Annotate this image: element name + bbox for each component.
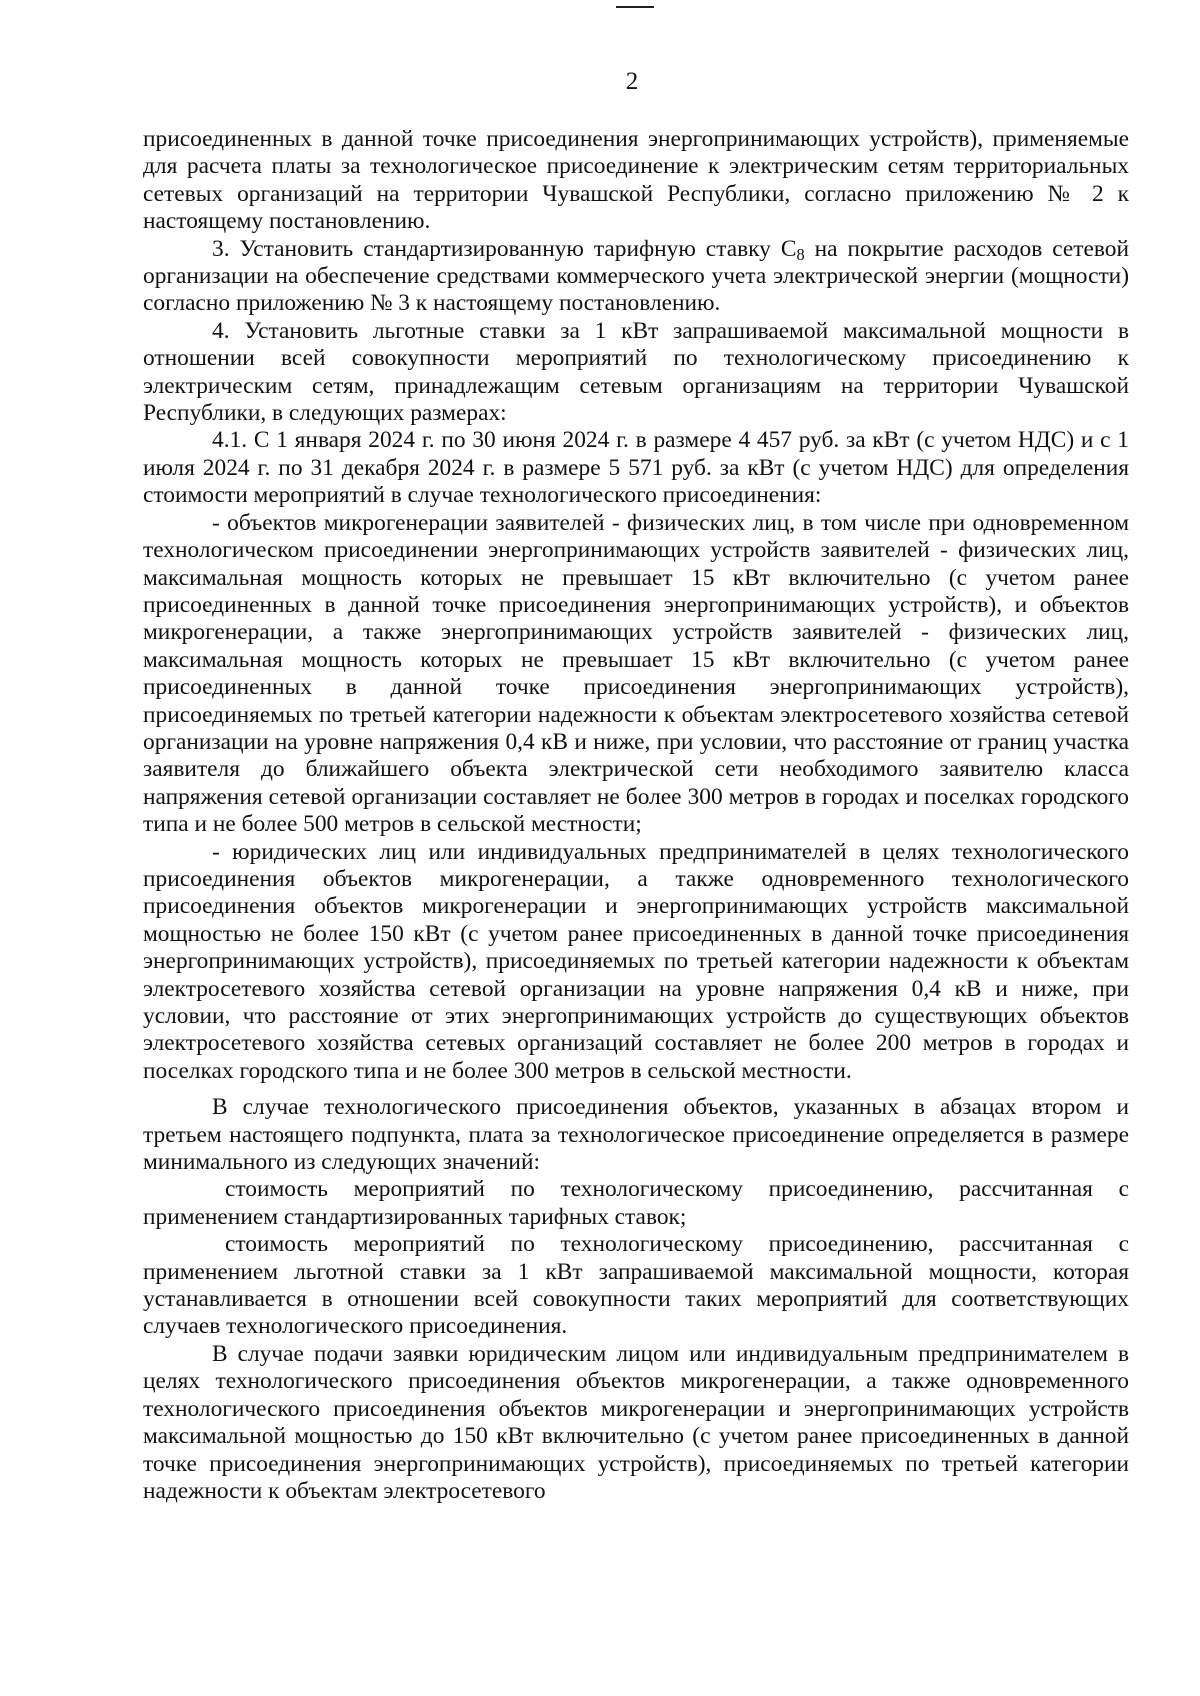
paragraph-payment-case: В случае технологического присоединения объектов, указанных в абзацах втором и третьем настоящего подпункта, плата за технологическое присоединение определяется в размере минимального из следующих значений: — [143, 1094, 1129, 1176]
paragraph-continuation: присоединенных в данной точке присоединения энергопринимающих устройств), применяемые для расчета платы за технологическое присоединение к электрическим сетям территориальных сетевых организаций на территории Чувашской Республики, согласно приложению № 2 к настоящему постановлению. — [143, 126, 1129, 235]
paragraph-cost-preferential: стоимость мероприятий по технологическому присоединению, рассчитанная с применением льготной ставки за 1 кВт запрашиваемой максимальной мощности, которая устанавливается в отношении всей совокупности таких мероприятий для соответствующих случаев технологического присоединения. — [143, 1231, 1129, 1340]
paragraph-application-case: В случае подачи заявки юридическим лицом или индивидуальным предпринимателем в целях технологического присоединения объектов микрогенерации, а также одновременного технологического присоединения объектов микрогенерации и энергопринимающих устройств максимальной мощностью до 150 кВт включительно (с учетом ранее присоединенных в данной точке присоединения энергопринимающих устройств), присоединяемых по третьей категории надежности к объектам электросетевого — [143, 1340, 1129, 1504]
page-number: 2 — [625, 68, 639, 95]
paragraph-item-4: 4. Установить льготные ставки за 1 кВт запрашиваемой максимальной мощности в отношении всей совокупности мероприятий по технологическому присоединению к электрическим сетям, принадлежащим сетевым организациям на территории Чувашской Республики, в следующих размерах: — [143, 317, 1129, 427]
paragraph-item-3-text-end: на покрытие расходов сетевой организации на обеспечение средствами коммерческого учета электрической энергии (мощности) согласно приложению № 3 к настоящему постановлению. — [143, 235, 1129, 317]
document-body — [143, 126, 1129, 1505]
paragraph-item-4-1: 4.1. С 1 января 2024 г. по 30 июня 2024 г. в размере 4 457 руб. за кВт (с учетом НДС) и с 1 июля 2024 г. по 31 декабря 2024 г. в размере 5 571 руб. за кВт (с учетом НДС) для определения стоимости мероприятий в случае технологического присоединения: — [143, 427, 1129, 509]
paragraph-cost-standard: стоимость мероприятий по технологическому присоединению, рассчитанная с применением стандартизированных тарифных ставок; — [143, 1176, 1129, 1230]
list-item-individuals: - объектов микрогенерации заявителей - физических лиц, в том числе при одновременном технологическом присоединении энергопринимающих устройств заявителей - физических лиц, максимальная мощность которых не превышает 15 кВт включительно (с учетом ранее присоединенных в данной точке присоединения энергопринимающих устройств), и объектов микрогенерации, а также энергопринимающих устройств заявителей - физических лиц, максимальная мощность которых не превышает 15 кВт включительно (с учетом ранее присоединенных в данной точке присоединения энергопринимающих устройств), присоединяемых по третьей категории надежности к объектам электросетевого хозяйства сетевой организации на уровне напряжения 0,4 кВ и ниже, при условии, что расстояние от границ участка заявителя до ближайшего объекта электрической сети необходимого заявителю класса напряжения сетевой организации составляет не более 300 метров в городах и поселках городского типа и не более 500 метров в сельской местности; — [143, 509, 1129, 838]
top-edge-mark — [616, 6, 654, 8]
list-item-legal-entities: - юридических лиц или индивидуальных предпринимателей в целях технологического присоединения объектов микрогенерации, а также одновременного технологического присоединения объектов микрогенерации и энергопринимающих устройств максимальной мощностью не более 150 кВт (с учетом ранее присоединенных в данной точке присоединения энергопринимающих устройств), присоединяемых по третьей категории надежности к объектам электросетевого хозяйства сетевой организации на уровне напряжения 0,4 кВ и ниже, при условии, что расстояние от этих энергопринимающих устройств до существующих объектов электросетевого хозяйства сетевых организаций составляет не более 200 метров в городах и поселках городского типа и не более 300 метров в сельской местности. — [143, 838, 1129, 1084]
paragraph-item-3-text-start: 3. Установить стандартизированную тарифную ставку С — [212, 235, 797, 262]
paragraph-item-3 — [143, 236, 1129, 318]
tariff-rate-subscript: 8 — [796, 244, 805, 264]
